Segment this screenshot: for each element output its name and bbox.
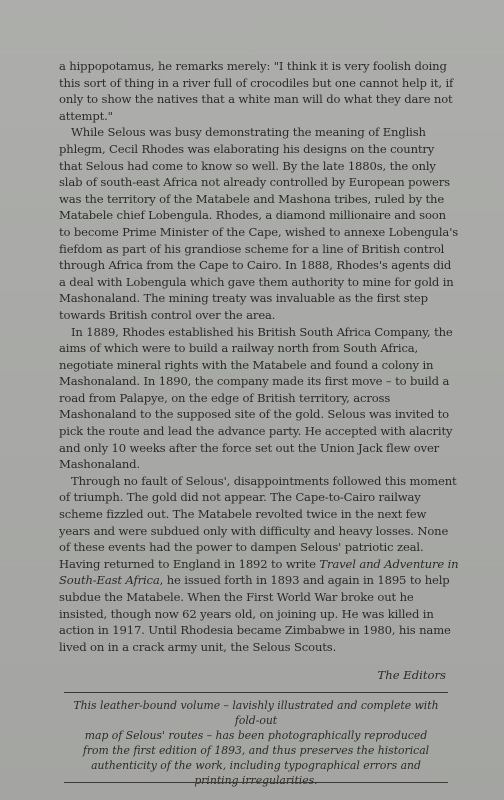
note-line-1: This leather-bound volume – lavishly illustrated and complete with fold-out [73, 699, 439, 727]
paragraph-1: a hippopotamus, he remarks merely: "I think it is very foolish doing this sort of thing in a river full of crocodiles but one cannot help it, if only to show the natives that a white man will do what they dare not attempt." [59, 59, 454, 123]
note-bottom-rule [64, 782, 448, 783]
note-line-5: printing irregularities. [194, 774, 318, 787]
edition-note [64, 698, 448, 788]
editors-signature: The Editors [377, 668, 446, 682]
paragraph-4-text-after: , he issued forth in 1893 and again in 1895 to help subdue the Matabele. When the First World War broke out he insisted, though now 62 years old, on joining up. He was killed in action in 1917. Until Rhodesia became Zimbabwe in 1980, his name lived on in a crack army unit, the Selous Scouts. [59, 573, 451, 654]
paragraph-4 [59, 473, 459, 656]
note-line-3: from the first edition of 1893, and thus preserves the historical [82, 744, 430, 757]
note-line-4: authenticity of the work, including typographical errors and [91, 759, 421, 772]
paragraph-3: In 1889, Rhodes established his British South Africa Company, the aims of which were to build a railway north from South Africa, negotiate mineral rights with the Matabele and found a colony in Mashonaland. In 1890, the company made its first move – to build a road from Palapye, on the edge of British territory, across Mashonaland to the supposed site of the gold. Selous was invited to pick the route and lead the advance party. He accepted with alacrity and only 10 weeks after the force set out the Union Jack flew over Mashonaland. [59, 324, 453, 472]
paragraph-2: While Selous was busy demonstrating the meaning of English phlegm, Cecil Rhodes was elaborating his designs on the country that Selous had come to know so well. By the late 1880s, the only slab of south-east Africa not already controlled by European powers was the territory of the Matabele and Mashona tribes, ruled by the Matabele chief Lobengula. Rhodes, a diamond millionaire and soon to become Prime Minister of the Cape, wished to annexe Lobengula's fiefdom as part of his grandiose scheme for a line of British control through Africa from the Cape to Cairo. In 1888, Rhodes's agents did a deal with Lobengula which gave them authority to mine for gold in Mashonaland. The mining treaty was invaluable as the first step towards British control over the area. [59, 125, 459, 322]
paragraph-4-text-before: Through no fault of Selous', disappointments followed this moment of triumph. The gold did not appear. The Cape-to-Cairo railway scheme fizzled out. The Matabele revolted twice in the next few years and were subdued only with difficulty and heavy losses. None of these events had the power to dampen Selous' patriotic zeal. Having returned to England in 1892 to write [59, 473, 457, 571]
note-top-rule [64, 692, 448, 693]
book-title: Travel and Adventure in South-East Africa [59, 556, 459, 588]
body-text [59, 58, 459, 655]
note-line-2: map of Selous' routes – has been photographically reproduced [84, 729, 428, 742]
